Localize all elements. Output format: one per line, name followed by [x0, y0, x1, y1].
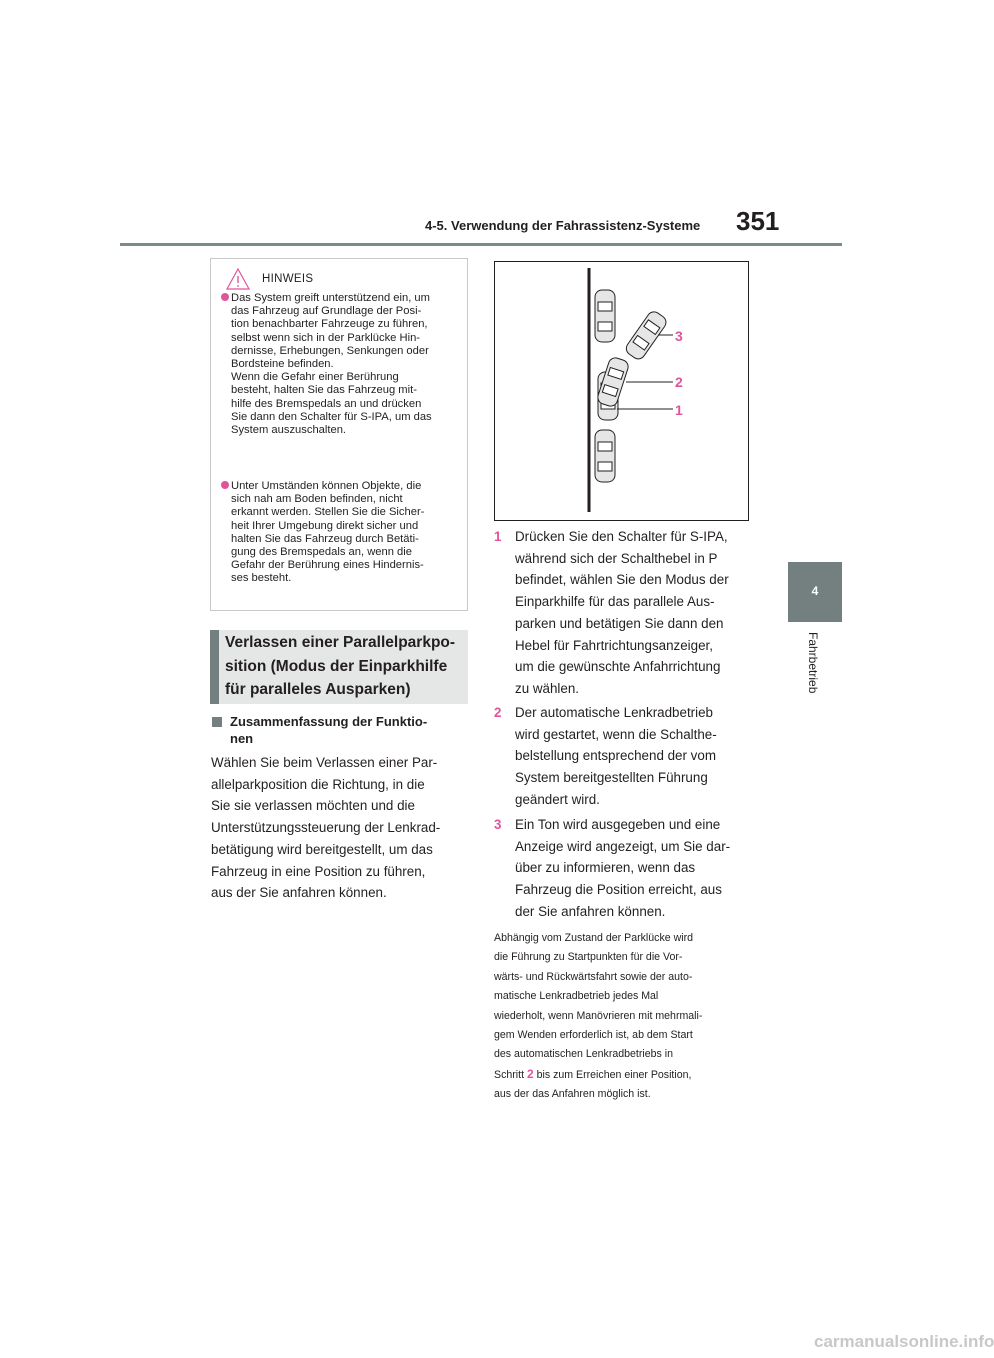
step-item [494, 702, 764, 811]
step-number: 3 [494, 817, 502, 832]
notice-heading: HINWEIS [262, 273, 314, 285]
header-divider [120, 243, 842, 246]
footnote-text-before: Abhängig vom Zustand der Parklücke wird die Führung zu Startpunkten für die Vor- wärts- und Rückwärtsfahrt sowie der auto- matische Lenkradbetrieb jedes Mal wiederholt, wenn Manövrieren mit mehrmali- gem Wenden erforderlich ist, ab dem Start des automatischen Lenkradbetriebs in Schritt [494, 932, 703, 1081]
step-item [494, 526, 764, 700]
parallel-exit-diagram [494, 261, 749, 521]
notice-item-text: Unter Umständen können Objekte, die sich nah am Boden befinden, nicht erkannt werden. Stellen Sie die Sicher- heit Ihrer Umgebung direkt sicher und halten Sie das Fahrzeug durch Betäti- gung des Bremspedals an, wenn die Gefahr der Berührung eines Hindernis- ses besteht. [231, 480, 425, 585]
footnote [494, 929, 759, 1105]
step-text: Der automatische Lenkradbetrieb wird gestartet, wenn die Schalthe- belstellung entsprechend der vom System bereitgestellten Führung geändert wird. [515, 705, 717, 807]
step-text: Drücken Sie den Schalter für S-IPA, während sich der Schalthebel in P befindet, wählen Sie den Modus der Einparkhilfe für das parallele Aus- parken und betätigen Sie dann den Hebel für Fahrtrichtungsanzeiger, um die gewünschte Anfahrrichtung zu wählen. [515, 529, 729, 696]
bullet-icon [221, 293, 229, 301]
step-text: Ein Ton wird ausgegeben und eine Anzeige wird angezeigt, um Sie dar- über zu informieren, wenn das Fahrzeug die Position erreicht, aus der Sie anfahren können. [515, 817, 731, 919]
page-number: 351 [736, 206, 780, 236]
subheading [212, 713, 427, 747]
warning-triangle-icon [225, 267, 251, 291]
section-heading-box [210, 630, 468, 704]
step-number: 2 [494, 705, 502, 720]
callout-3: 3 [675, 328, 683, 344]
notice-item-text: Das System greift unterstützend ein, um das Fahrzeug auf Grundlage der Posi- tion benachbarter Fahrzeuge zu führen, selbst wenn sich in der Parklücke Hin- dernisse, Erhebungen, Senkungen oder Bordsteine befinden. Wenn die Gefahr einer Berührung besteht, halten Sie das Fahrzeug mit- hilfe des Bremspedals an und drücken Sie dann den Schalter für S-IPA, um das System auszuschalten. [231, 292, 432, 437]
subheading-text: Zusammenfassung der Funktio- nen [230, 714, 428, 746]
footnote-step-ref: 2 [526, 1066, 534, 1081]
chapter-tab [788, 562, 842, 622]
notice-box [210, 258, 468, 611]
bullet-icon [221, 481, 229, 489]
parked-car-front [595, 290, 615, 342]
callout-1: 1 [675, 402, 683, 418]
section-heading: Verlassen einer Parallelparkpo- sition (Modus der Einparkhilfe für paralleles Ausparken) [225, 634, 456, 698]
notice-item [219, 480, 463, 586]
step-number: 1 [494, 529, 502, 544]
section-title: 4-5. Verwendung der Fahrassistenz-Systeme [425, 218, 701, 233]
parking-illustration [495, 262, 748, 520]
watermark: carmanualsonline.info [814, 1332, 994, 1351]
parked-car-rear [595, 430, 615, 482]
section-heading-bar [210, 630, 219, 704]
step-item [494, 814, 764, 923]
callout-2: 2 [675, 374, 683, 390]
chapter-number: 4 [811, 584, 819, 598]
notice-item [219, 292, 463, 437]
section-body: Wählen Sie beim Verlassen einer Par- allelparkposition die Richtung, in die Sie sie verlassen möchten und die Unterstützungssteuerung der Lenkrad- betätigung wird bereitgestellt, um das Fahrzeug in eine Position zu führen, aus der Sie anfahren können. [211, 755, 441, 901]
chapter-label: Fahrbetrieb [806, 632, 820, 694]
square-bullet-icon [212, 717, 222, 727]
footnote-text-after: bis zum Erreichen einer Position, aus der das Anfahren möglich ist. [494, 1068, 692, 1101]
